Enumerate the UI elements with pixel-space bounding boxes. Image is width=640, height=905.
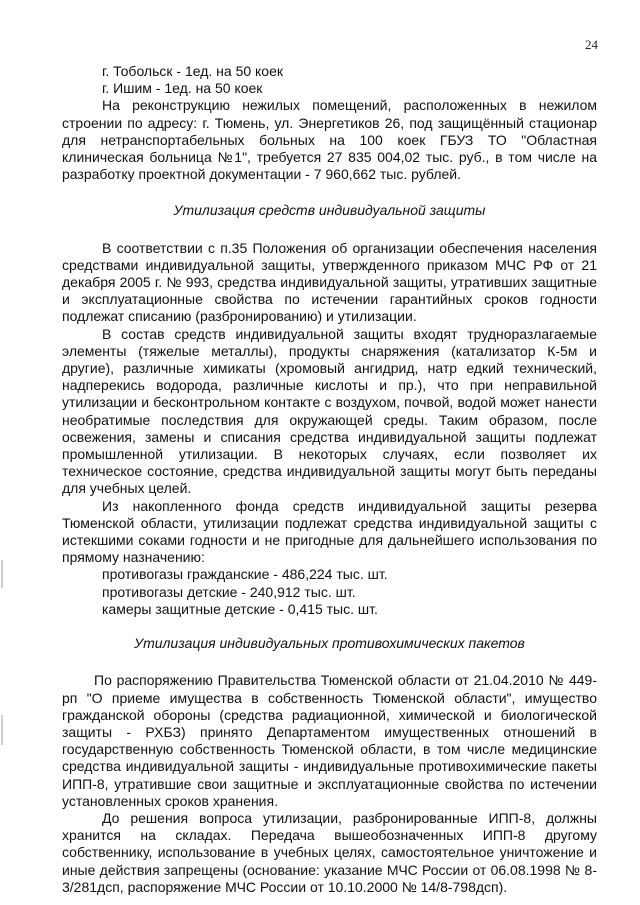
- paragraph: В соответствии с п.35 Положения об организации обеспечения населения средствами индивидуальной защиты, утвержденного приказом МЧС РФ от 21 декабря 2005 г. № 993, средства индивидуальной защиты, утративших защитные и эксплуатационные свойства по истечении гарантийных сроков годности подлежат списанию (разбронированию) и утилизации.: [62, 239, 597, 325]
- paragraph: По распоряжению Правительства Тюменской области от 21.04.2010 № 449-рп "О приеме имущества в собственность Тюменской области", имущество гражданской обороны (средства радиационной, химической и биологической защиты - РХБЗ) принято Департаментом имущественных отношений в государственную собственность Тюменской области, в том числе медицинские средства индивидуальной защиты - индивидуальные противохимические пакеты ИПП-8, утратившие свои защитные и эксплуатационные свойства по истечении установленных сроков хранения.: [62, 672, 597, 809]
- intro-line: г. Ишим - 1ед. на 50 коек: [102, 80, 263, 97]
- paragraph: Из накопленного фонда средств индивидуальной защиты резерва Тюменской области, утилизации подлежат средства индивидуальной защиты с истекшими соками годности и не пригодные для дальнейшего использования по прямому назначению:: [62, 497, 597, 566]
- scan-edge-mark: [1, 715, 3, 745]
- scan-edge-mark: [1, 560, 3, 588]
- list-item: противогазы гражданские - 486,224 тыс. шт.: [102, 566, 388, 583]
- document-body: [62, 63, 597, 896]
- intro-line: г. Тобольск - 1ед. на 50 коек: [102, 63, 284, 79]
- page-number: 24: [585, 37, 598, 52]
- section-heading-chemical-packs: Утилизация индивидуальных противохимических пакетов: [134, 635, 525, 652]
- list-item: камеры защитные детские - 0,415 тыс. шт.: [102, 600, 378, 617]
- reconstruction-paragraph: На реконструкцию нежилых помещений, расположенных в нежилом строении по адресу: г. Тюмень, ул. Энергетиков 26, под защищённый стационар для нетранспортабельных больных на 100 коек ГБУЗ ТО "Областная клиническая больница №1", требуется 27 835 004,02 тыс. руб., в том числе на разработку проектной документации - 7 960,662 тыс. рублей.: [62, 97, 597, 183]
- section-heading-ppe-disposal: Утилизация средств индивидуальной защиты: [173, 202, 486, 219]
- paragraph: В состав средств индивидуальной защиты входят трудноразлагаемые элементы (тяжелые металлы), продукты снаряжения (катализатор К-5м и другие), различные химикаты (хромовый ангидрид, натр едкий технический, надперекись водорода, различные кислоты и пр.), что при неправильной утилизации и бесконтрольном контакте с воздухом, почвой, водой может нанести необратимые последствия для окружающей среды. Таким образом, после освежения, замены и списания средства индивидуальной защиты подлежат промышленной утилизации. В некоторых случаях, если позволяет их техническое состояние, средства индивидуальной защиты могут быть переданы для учебных целей.: [62, 325, 597, 497]
- paragraph: До решения вопроса утилизации, разбронированные ИПП-8, должны хранится на складах. Передача вышеобозначенных ИПП-8 другому собственнику, использование в учебных целях, самостоятельное уничтожение и иные действия запрещены (основание: указание МЧС России от 06.08.1998 № 8-3/281дсп, распоряжение МЧС России от 10.10.2000 № 14/8-798дсп).: [62, 809, 597, 895]
- list-item: противогазы детские - 240,912 тыс. шт.: [102, 583, 356, 600]
